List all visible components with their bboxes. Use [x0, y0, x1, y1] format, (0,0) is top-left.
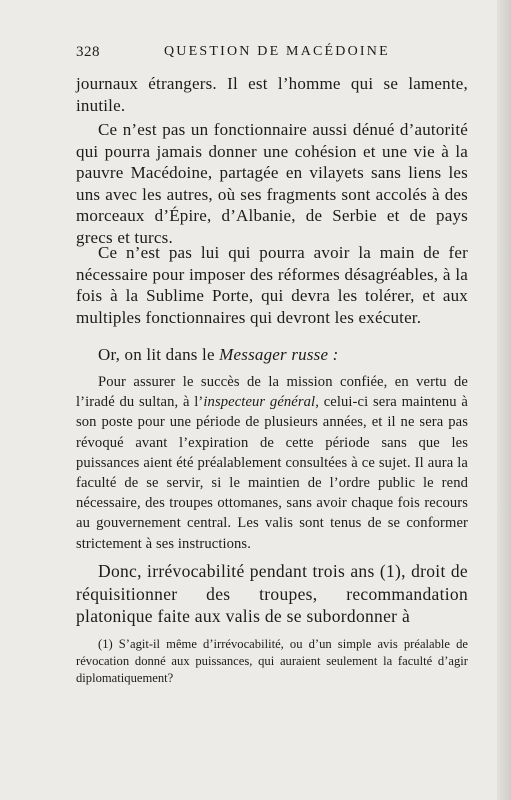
block-quote: [76, 372, 468, 554]
page-edge: [497, 0, 511, 800]
paragraph-conclusion: Donc, irrévocabilité pendant trois ans (1), droit de réquisitionner des troupes, recommandation platonique faite aux valis de se subordonner à: [76, 561, 468, 626]
quote-italic-term: inspecteur général: [203, 394, 316, 411]
quote-text-start: Pour assurer le succès de la mission confiée, en vertu de l’iradé du sultan, à l’: [76, 374, 468, 411]
intro-text: Or, on lit dans le: [98, 345, 220, 364]
page-number: 328: [76, 44, 100, 60]
footnote: (1) S’agit-il même d’irrévocabilité, ou d’un simple avis préalable de révocation donné aux puissances, qui auraient seulement la faculté d’agir diplomatiquement?: [76, 637, 468, 685]
paragraph-main-de-fer: Ce n’est pas lui qui pourra avoir la main de fer nécessaire pour imposer des réformes désagréables, à la fois à la Sublime Porte, qui devra les tolérer, et aux multiples fonctionnaires qui devront les exécuter.: [76, 243, 468, 327]
running-title: QUESTION DE MACÉDOINE: [164, 44, 390, 59]
paragraph-fonctionnaire: Ce n’est pas un fonctionnaire aussi dénué d’autorité qui pourra jamais donner une cohésion et une vie à la pauvre Macédoine, partagée en vilayets sans liens les uns avec les autres, où ses fragments sont accolés à des morceaux d’Épire, d’Albanie, de Serbie et de pays grecs et turcs.: [76, 120, 468, 247]
paragraph-continuation: journaux étrangers. Il est l’homme qui se lamente, inutile.: [76, 74, 468, 115]
page-header: [76, 44, 468, 62]
newspaper-title: Messager russe :: [219, 345, 339, 364]
quote-text-end: , celui-ci sera maintenu à son poste pour une période de plusieurs années, et il ne sera pas révoqué avant l’expiration de cette période sans que les puissances aient été préalablement consultées à ce sujet. Il aura la faculté de se servir, si le maintien de l’ordre public le rend nécessaire, des troupes ottomanes, sans avoir chaque fois recours au gouvernement central. Les valis sont tenus de se conformer strictement à ses instructions.: [76, 394, 469, 552]
paragraph-messager-intro: [76, 344, 468, 366]
